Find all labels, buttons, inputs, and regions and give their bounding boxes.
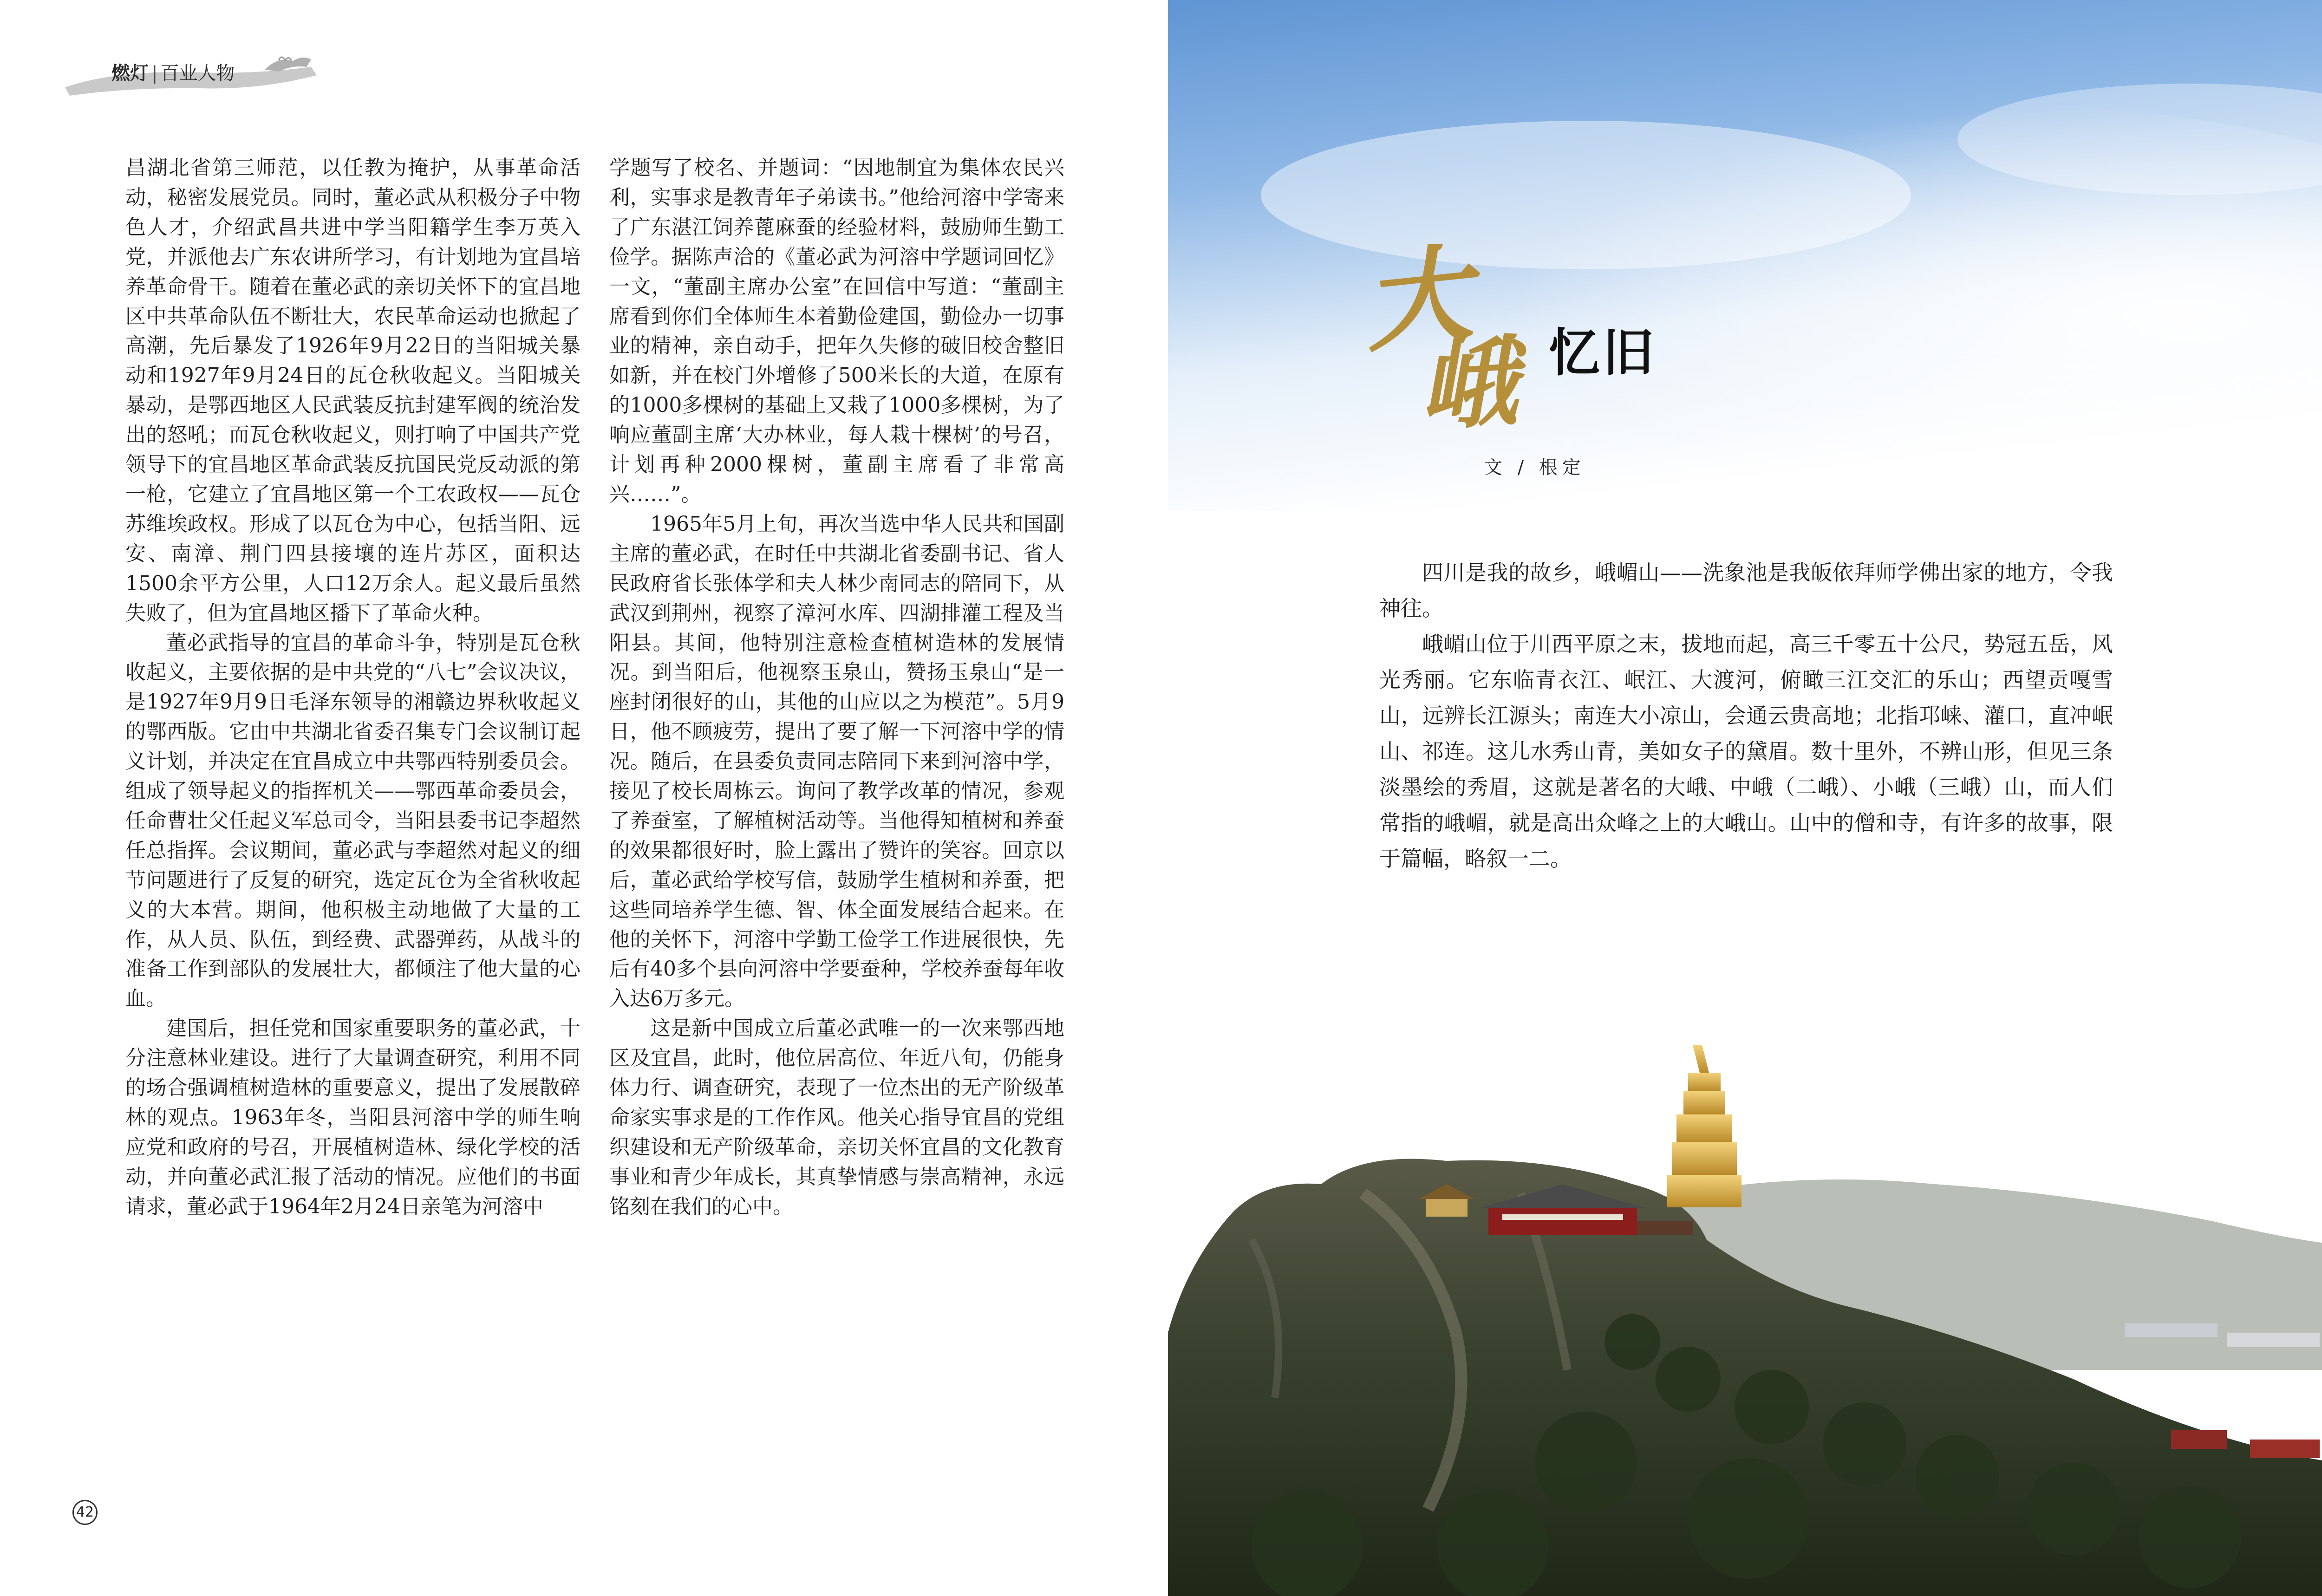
header-separator: | bbox=[151, 63, 158, 84]
article-column-2 bbox=[609, 153, 1064, 1222]
paragraph: 这是新中国成立后董必武唯一的一次来鄂西地区及宜昌，此时，他位居高位、年近八旬，仍能身体力行、调查研究，表现了一位杰出的无产阶级革命家实事求是的工作作风。他关心指导宜昌的党组织建设和无产阶级革命，亲切关怀宜昌的文化教育事业和青少年成长，其真挚情感与崇高精神，永远铭刻在我们的心中。 bbox=[609, 1016, 1064, 1218]
article-title-suffix: 忆旧 bbox=[1549, 323, 1657, 383]
paragraph: 建国后，担任党和国家重要职务的董必武，十分注意林业建设。进行了大量调查研究，利用不同的场合强调植树造林的重要意义，提出了发展散碎林的观点。1963年冬，当阳县河溶中学的师生响应党和政府的号召，开展植树造林、绿化学校的活动，并向董必武汇报了活动的情况。应他们的书面请求，董必武于1964年2月24日亲笔为河溶中 bbox=[125, 1016, 580, 1218]
section-name: 百业人物 bbox=[160, 63, 235, 84]
article-body bbox=[1379, 555, 2113, 877]
magazine-name: 燃灯 bbox=[111, 63, 149, 84]
paragraph: 董必武指导的宜昌的革命斗争，特别是瓦仓秋收起义，主要依据的是中共党的“八七”会议决议，是1927年9月9日毛泽东领导的湘赣边界秋收起义的鄂西版。它由中共湖北省委召集专门会议制订起义计划，并决定在宜昌成立中共鄂西特别委员会。组成了领导起义的指挥机关——鄂西革命委员会，任命曹壮父任起义军总司令，当阳县委书记李超然任总指挥。会议期间，董必武与李超然对起义的细节问题进行了反复的研究，选定瓦仓为全省秋收起义的大本营。期间，他积极主动地做了大量的工作，从人员、队伍，到经费、武器弹药，从战斗的准备工作到部队的发展壮大，都倾注了他大量的心血。 bbox=[125, 631, 580, 1011]
article-column-1 bbox=[125, 153, 580, 1222]
right-page bbox=[1168, 0, 2322, 1596]
paragraph: 峨嵋山位于川西平原之末，拔地而起，高三千零五十公尺，势冠五岳，风光秀丽。它东临青衣江、岷江、大渡河，俯瞰三江交汇的乐山；西望贡嘎雪山，远辨长江源头；南连大小凉山，会通云贵高地；北指邛崃、灌口，直冲岷山、祁连。这儿水秀山青，美如女子的黛眉。数十里外，不辨山形，但见三条淡墨绘的秀眉，这就是著名的大峨、中峨（二峨）、小峨（三峨）山，而人们常指的峨嵋，就是高出众峰之上的大峨山。山中的僧和寺，有许多的故事，限于篇幅，略叙一二。 bbox=[1379, 632, 2113, 871]
article-title-calligraphy bbox=[1357, 214, 1521, 474]
paragraph: 四川是我的故乡，峨嵋山——洗象池是我皈依拜师学佛出家的地方，令我神往。 bbox=[1379, 560, 2113, 621]
page-number: 42 bbox=[72, 1500, 98, 1525]
author-byline: 文 / 根定 bbox=[1484, 457, 1585, 478]
emei-summit-photo bbox=[1168, 1045, 2322, 1596]
paragraph: 1965年5月上旬，再次当选中华人民共和国副主席的董必武，在时任中共湖北省委副书记、省人民政府省长张体学和夫人林少南同志的陪同下，从武汉到荆州，视察了漳河水库、四湖排灌工程及当阳县。其间，他特别注意检查植树造林的发展情况。到当阳后，他视察玉泉山，赞扬玉泉山“是一座封闭很好的山，其他的山应以之为模范”。5月9日，他不顾疲劳，提出了要了解一下河溶中学的情况。随后，在县委负责同志陪同下来到河溶中学，接见了校长周栋云。询问了教学改革的情况，参观了养蚕室，了解植树活动等。当他得知植树和养蚕的效果都很好时，脸上露出了赞许的笑容。回京以后，董必武给学校写信，鼓励学生植树和养蚕，把这些同培养学生德、智、体全面发展结合起来。在他的关怀下，河溶中学勤工俭学工作进展很快，先后有40多个县向河溶中学要蚕种，学校养蚕每年收入达6万多元。 bbox=[609, 512, 1064, 1011]
sky-photo bbox=[1168, 0, 2322, 511]
section-header bbox=[111, 59, 235, 87]
paragraph: 昌湖北省第三师范，以任教为掩护，从事革命活动，秘密发展党员。同时，董必武从积极分子中物色人才，介绍武昌共进中学当阳籍学生李万英入党，并派他去广东农讲所学习，有计划地为宜昌培养革命骨干。随着在董必武的亲切关怀下的宜昌地区中共革命队伍不断壮大，农民革命运动也掀起了高潮，先后暴发了1926年9月22日的当阳城关暴动和1927年9月24日的瓦仓秋收起义。当阳城关暴动，是鄂西地区人民武装反抗封建军阀的统治发出的怒吼；而瓦仓秋收起义，则打响了中国共产党领导下的宜昌地区革命武装反抗国民党反动派的第一枪，它建立了宜昌地区第一个工农政权——瓦仓苏维埃政权。形成了以瓦仓为中心，包括当阳、远安、南漳、荆门四县接壤的连片苏区，面积达1500余平方公里，人口12万余人。起义最后虽然失败了，但为宜昌地区播下了革命火种。 bbox=[125, 156, 580, 625]
title-char-2: 峨 bbox=[1415, 323, 1521, 445]
paragraph: 学题写了校名、并题词：“因地制宜为集体农民兴利，实事求是教青年子弟读书。”他给河溶中学寄来了广东湛江饲养蓖麻蚕的经验材料，鼓励师生勤工俭学。据陈声洽的《董必武为河溶中学题词回忆》一文，“董副主席办公室”在回信中写道：“董副主席看到你们全体师生本着勤俭建国，勤俭办一切事业的精神，亲自动手，把年久失修的破旧校舍整旧如新，并在校门外增修了500米长的大道，在原有的1000多棵树的基础上又栽了1000多棵树，为了响应董副主席‘大办林业，每人栽十棵树’的号召，计划再种2000棵树，董副主席看了非常高兴……”。 bbox=[609, 156, 1064, 506]
title-char-1: 大 bbox=[1357, 231, 1477, 368]
